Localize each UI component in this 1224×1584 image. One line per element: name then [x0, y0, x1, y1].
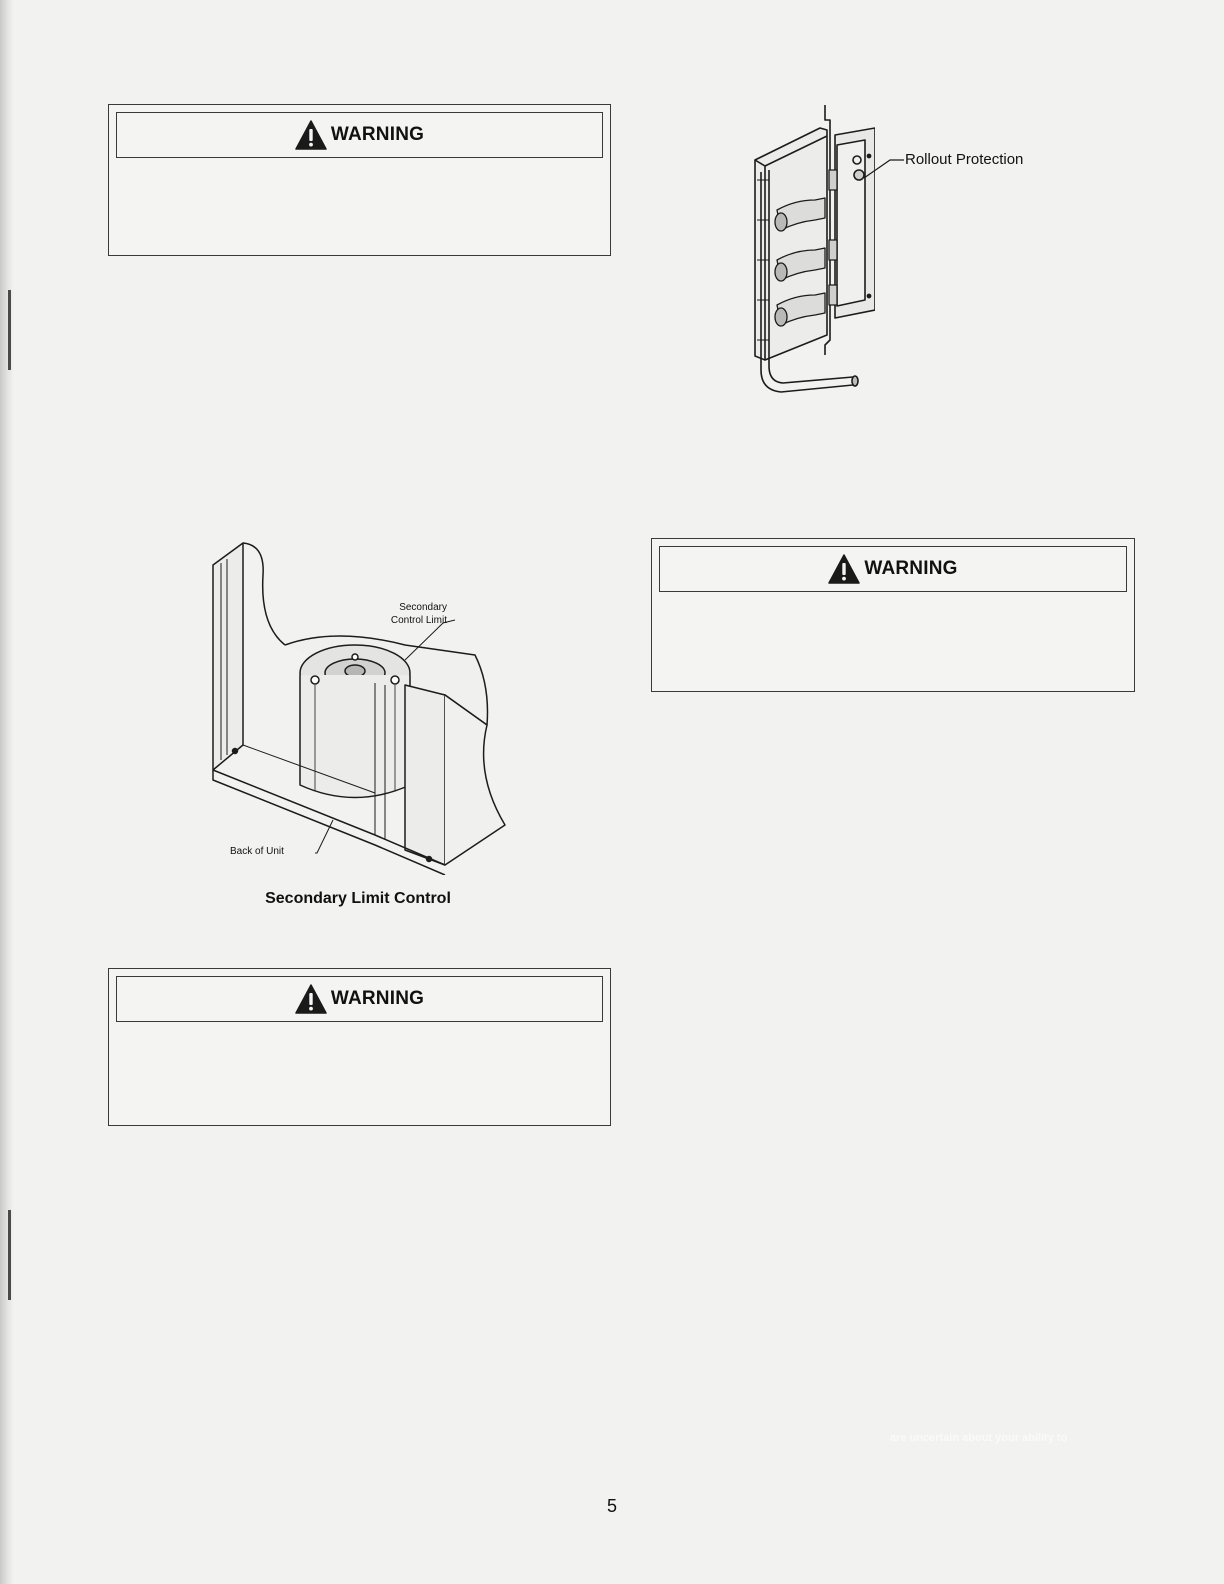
- warning-triangle-icon: [295, 120, 327, 150]
- warning-triangle-icon: [295, 984, 327, 1014]
- page-edge-shadow: [0, 0, 14, 1584]
- rollout-protection-label: Rollout Protection: [905, 151, 1024, 168]
- warning-box-bottom-left: [108, 968, 611, 1126]
- warning-box-top-left: [108, 104, 611, 256]
- warning-header: [116, 112, 603, 158]
- binding-mark: [8, 290, 11, 370]
- secondary-limit-illustration: [205, 535, 515, 875]
- warning-box-right: [651, 538, 1135, 692]
- warning-header: [116, 976, 603, 1022]
- warning-triangle-icon: [828, 554, 860, 584]
- rollout-protection-illustration: [745, 100, 875, 405]
- binding-mark: [8, 1210, 11, 1300]
- back-of-unit-label: Back of Unit: [230, 846, 284, 857]
- figure-caption: Secondary Limit Control: [265, 890, 451, 907]
- rollout-callout-leader: [860, 150, 910, 190]
- warning-title: WARNING: [330, 988, 425, 1009]
- page-number: 5: [606, 1496, 617, 1516]
- warning-title: WARNING: [864, 558, 958, 579]
- bleed-through-text: are uncertain about your ability to: [890, 1432, 1068, 1444]
- warning-header: [659, 546, 1127, 592]
- warning-title: WARNING: [330, 124, 425, 145]
- secondary-control-limit-label: Secondary Control Limit: [390, 602, 447, 626]
